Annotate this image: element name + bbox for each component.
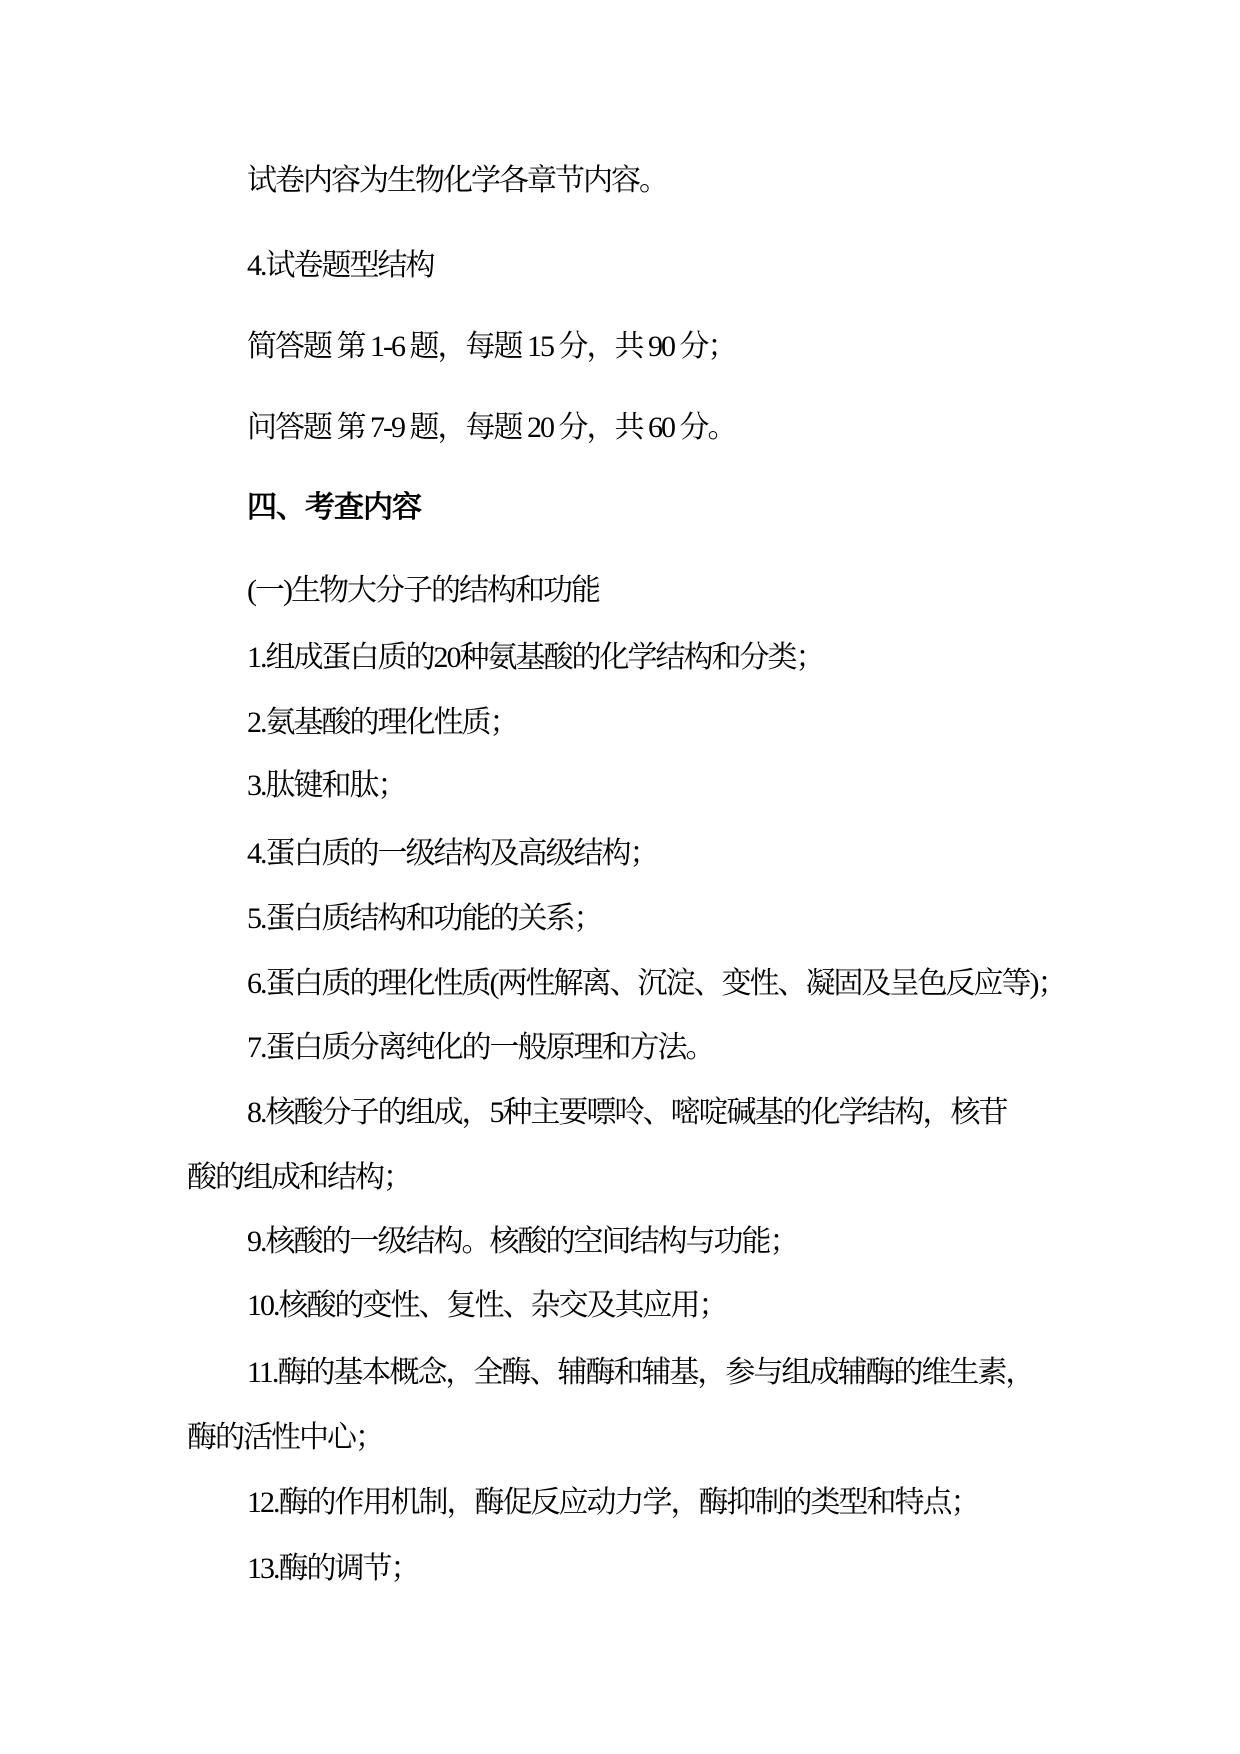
essay-question-info: 问答题 第 7-9 题，每题 20 分，共 60 分。: [247, 411, 736, 444]
exam-point-11-continuation: 酶的活性中心；: [187, 1421, 383, 1454]
exam-structure-heading: 4.试卷题型结构: [247, 249, 434, 282]
exam-point-7: 7.蛋白质分离纯化的一般原理和方法。: [247, 1031, 714, 1064]
short-answer-info: 简答题 第 1-6 题，每题 15 分，共 90 分；: [247, 330, 736, 363]
intro-text: 试卷内容为生物化学各章节内容。: [247, 164, 667, 197]
exam-point-9: 9.核酸的一级结构。核酸的空间结构与功能；: [247, 1225, 798, 1258]
exam-point-10: 10.核酸的变性、复性、杂交及其应用；: [247, 1289, 727, 1322]
exam-point-4: 4.蛋白质的一级结构及高级结构；: [247, 837, 658, 870]
exam-point-2: 2.氨基酸的理化性质；: [247, 706, 518, 739]
subsection-1-heading: (一)生物大分子的结构和功能: [247, 574, 599, 607]
exam-point-12: 12.酶的作用机制，酶促反应动力学，酶抑制的类型和特点；: [247, 1486, 979, 1519]
exam-point-3: 3.肽键和肽；: [247, 769, 406, 802]
section-4-heading: 四、考查内容: [247, 491, 421, 524]
exam-point-8-continuation: 酸的组成和结构；: [187, 1161, 411, 1194]
exam-point-1: 1.组成蛋白质的20种氨基酸的化学结构和分类；: [247, 641, 824, 674]
exam-point-5: 5.蛋白质结构和功能的关系；: [247, 902, 602, 935]
exam-point-11: 11.酶的基本概念，全酶、辅酶和辅基，参与组成辅酶的维生素，: [247, 1356, 1034, 1389]
exam-point-6: 6.蛋白质的理化性质(两性解离、沉淀、变性、凝固及呈色反应等)；: [247, 967, 1066, 1000]
exam-point-13: 13.酶的调节；: [247, 1552, 419, 1585]
exam-point-8: 8.核酸分子的组成，5种主要嘌呤、嘧啶碱基的化学结构，核苷: [247, 1096, 1007, 1129]
